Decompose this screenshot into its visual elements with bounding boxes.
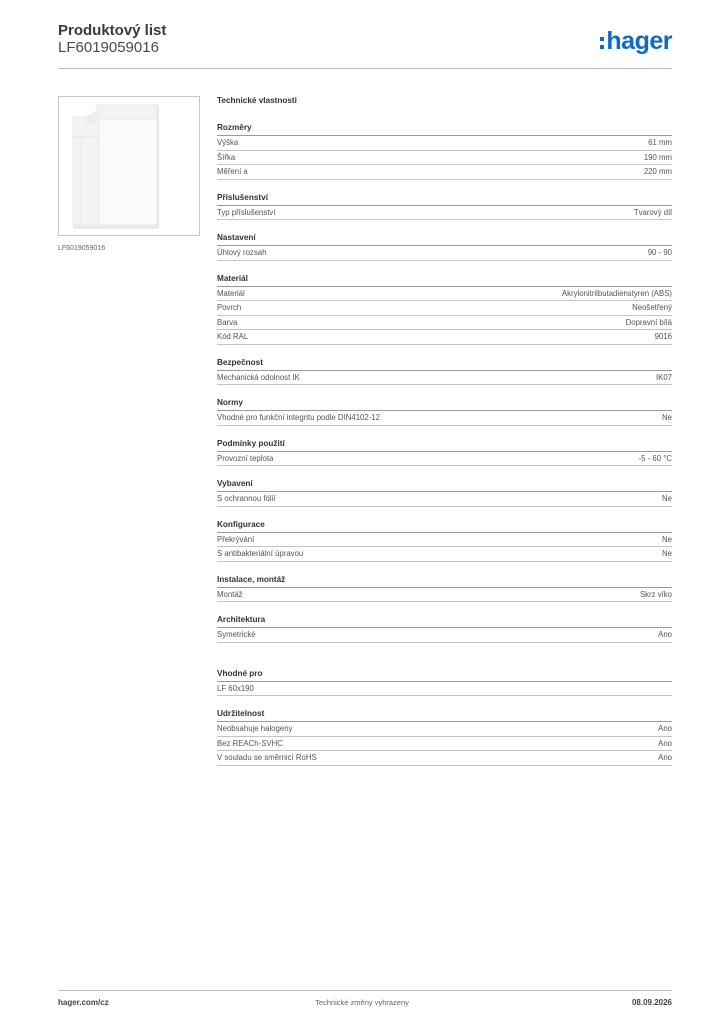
spec-row (217, 136, 672, 151)
hager-logo (600, 26, 672, 56)
spec-label: Kód RAL (217, 332, 249, 341)
spec-group-title: Příslušenství (217, 192, 268, 202)
specs-heading: Technické vlastnosti (217, 96, 297, 105)
spec-label: Vhodné pro funkční integritu podle DIN4102-12 (217, 413, 380, 422)
spec-group (217, 478, 672, 507)
spec-row (217, 682, 672, 697)
spec-value: Ne (662, 549, 672, 558)
page-header (58, 22, 672, 68)
spec-value: Neošetřený (632, 303, 672, 312)
spec-value: Ano (658, 724, 672, 733)
spec-group-title: Architektura (217, 615, 266, 624)
spec-label: Měření a (217, 167, 248, 176)
spec-value: 190 mm (643, 152, 672, 162)
spec-value: 9016 (654, 332, 672, 341)
spec-group-title: Rozměry (217, 123, 252, 132)
spec-row (217, 165, 672, 180)
spec-label: Materiál (217, 288, 245, 298)
spec-value: Akrylonitrilbutadienstyren (ABS) (561, 288, 672, 298)
spec-label: Typ příslušenství (217, 207, 276, 217)
spec-label: Úhlový rozsah (217, 248, 267, 257)
spec-group-title: Nastavení (217, 233, 256, 242)
spec-value: Skrz víko (639, 589, 672, 599)
spec-rows (217, 370, 672, 386)
spec-group (217, 232, 672, 261)
spec-group (217, 614, 672, 643)
spec-value: -5 - 60 °C (638, 453, 672, 463)
spec-label: Symetrické (217, 630, 256, 639)
spec-row (217, 206, 672, 221)
spec-label: S ochrannou fólií (217, 494, 276, 503)
spec-row (217, 628, 672, 643)
spec-value: Ne (662, 534, 672, 544)
spec-row (217, 411, 672, 426)
product-code: LF6019059016 (58, 39, 159, 56)
spec-row (217, 452, 672, 467)
spec-label: LF 60x190 (217, 683, 254, 693)
spec-group (217, 668, 672, 697)
spec-row (217, 547, 672, 562)
cable-trunking-flat-angle-icon (59, 97, 199, 235)
footer-website-link[interactable]: hager.com/cz (58, 998, 109, 1007)
spec-value: Ano (658, 630, 672, 639)
spec-rows (217, 245, 672, 261)
spec-group-title: Bezpečnost (217, 357, 263, 367)
spec-rows (217, 627, 672, 643)
spec-rows (217, 410, 672, 426)
spec-value: Ne (662, 413, 672, 422)
spec-rows (217, 681, 672, 697)
spec-label: V souladu se směrnicí RoHS (217, 753, 317, 762)
technical-specifications (217, 95, 672, 778)
spec-label: Překrývání (217, 534, 255, 544)
spec-row (217, 330, 672, 345)
footer-notice: Technické změny vyhrazeny (315, 998, 409, 1007)
spec-row (217, 737, 672, 752)
spec-label: Šířka (217, 152, 236, 162)
spec-group-title: Normy (217, 398, 243, 407)
spec-rows (217, 135, 672, 180)
spec-group (217, 273, 672, 345)
spec-label: Barva (217, 317, 238, 327)
spec-rows (217, 587, 672, 603)
spec-label: S antibakteriální úpravou (217, 549, 304, 558)
spec-group (217, 192, 672, 221)
spec-row (217, 301, 672, 316)
spec-rows (217, 451, 672, 467)
spec-row (217, 371, 672, 386)
spec-value: Tvarový díl (633, 207, 672, 217)
spec-row (217, 492, 672, 507)
spec-group (217, 397, 672, 426)
spec-group-title: Udržitelnost (217, 709, 265, 718)
logo-dots-icon (600, 37, 604, 49)
spec-value: Dopravní bílá (625, 317, 672, 327)
spec-label: Montáž (217, 589, 243, 599)
spec-group-title: Podmínky použití (217, 438, 285, 448)
spec-rows (217, 532, 672, 562)
spec-label: Povrch (217, 303, 242, 312)
product-image-caption: LF6019059016 (58, 245, 106, 252)
spec-value: Ano (658, 753, 672, 762)
spec-value: 90 - 90 (647, 248, 672, 257)
spec-group-title: Vybavení (217, 479, 253, 488)
spec-group (217, 122, 672, 180)
spec-row (217, 151, 672, 166)
product-image-frame (58, 96, 200, 236)
spec-group-title: Instalace, montáž (217, 574, 286, 584)
spec-row (217, 533, 672, 548)
footer-divider (58, 990, 672, 991)
spec-group-title: Vhodné pro (217, 668, 263, 678)
spec-rows (217, 205, 672, 221)
spec-group (217, 708, 672, 766)
spec-row (217, 588, 672, 603)
spec-label: Výška (217, 138, 239, 147)
spec-value: 61 mm (648, 138, 672, 147)
spec-rows (217, 286, 672, 345)
spec-label: Mechanická odolnost IK (217, 372, 300, 382)
document-title: Produktový list (58, 22, 167, 39)
spec-rows (217, 491, 672, 507)
spec-row (217, 751, 672, 766)
spec-group-title: Konfigurace (217, 519, 265, 529)
spec-row (217, 722, 672, 737)
header-divider (58, 68, 672, 69)
footer-date: 08.09.2026 (631, 998, 672, 1007)
spec-row (217, 287, 672, 302)
logo-text: hager (606, 26, 672, 55)
spec-value: Ne (662, 494, 672, 503)
spec-group (217, 357, 672, 386)
spec-group (217, 438, 672, 467)
spec-label: Neobsahuje halogeny (217, 724, 293, 733)
spec-rows (217, 721, 672, 766)
spec-label: Provozní teplota (217, 453, 274, 463)
spec-group (217, 574, 672, 603)
spec-label: Bez REACh-SVHC (217, 738, 283, 748)
spec-row (217, 316, 672, 331)
spec-group (217, 519, 672, 562)
spec-value: Ano (658, 738, 672, 748)
spec-group-title: Materiál (217, 273, 248, 283)
spec-row (217, 246, 672, 261)
spec-value: IK07 (655, 372, 672, 382)
spec-value: 220 mm (643, 167, 672, 176)
spec-groups (217, 122, 672, 766)
